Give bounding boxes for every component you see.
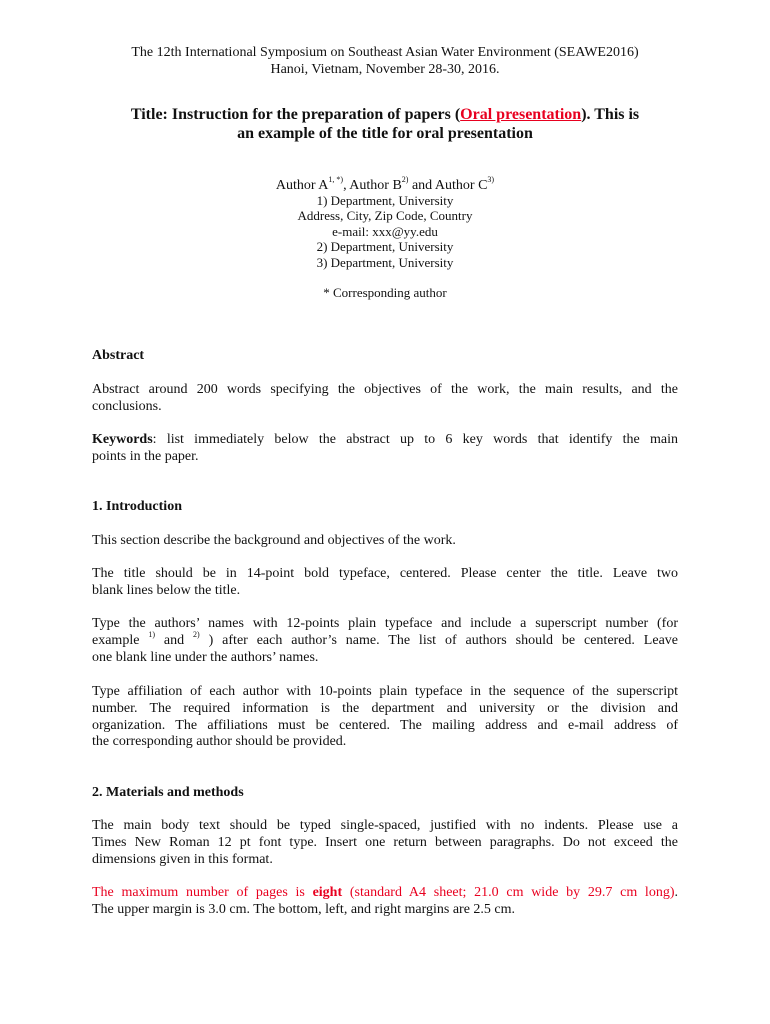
paragraph-line: one blank line under the authors’ names. <box>92 649 319 665</box>
keywords-text: : list immediately below the abstract up to 6 key words that identify the main <box>152 432 678 447</box>
author-b: , Author B <box>343 178 402 193</box>
author-c-sup: 3) <box>487 175 495 185</box>
conference-header <box>0 44 770 78</box>
intro-paragraph-1 <box>92 533 678 550</box>
text-run: ) after each author’s name. The list of authors should be centered. Leave <box>199 632 679 648</box>
paragraph-line: organization. The affiliations must be centered. The mailing address and e-mail address of <box>92 717 678 733</box>
methods-paragraph-2 <box>92 885 678 919</box>
paragraph-line: Type the authors’ names with 12-points plain typeface and include a superscript number (for <box>92 616 678 631</box>
paragraph-line: The upper margin is 3.0 cm. The bottom, left, and right margins are 2.5 cm. <box>92 901 516 917</box>
methods-paragraph-1 <box>92 818 678 868</box>
author-a: Author A <box>275 178 329 193</box>
intro-paragraph-3 <box>92 616 678 666</box>
abstract-heading: Abstract <box>92 348 145 363</box>
affiliation-line: Address, City, Zip Code, Country <box>297 208 473 224</box>
title-line-1 <box>92 105 678 124</box>
title-line-2: an example of the title for oral presentation <box>237 125 533 142</box>
paragraph-line: The main body text should be typed single-spaced, justified with no indents. Please use a <box>92 818 678 833</box>
paragraph-line: dimensions given in this format. <box>92 851 273 867</box>
author-b-sup: 2) <box>401 175 409 185</box>
affiliation-line: 3) Department, University <box>316 254 454 270</box>
keywords-label: Keywords <box>92 432 153 447</box>
abstract-text <box>92 382 678 416</box>
title-highlight: Oral presentation <box>460 106 582 123</box>
methods-heading: 2. Materials and methods <box>92 785 244 800</box>
intro-paragraph-4 <box>92 684 678 751</box>
affiliation-line: 2) Department, University <box>316 239 454 255</box>
paragraph-line <box>92 630 679 650</box>
paper-title <box>92 105 678 143</box>
keywords-line: points in the paper. <box>92 448 199 464</box>
text-run: example <box>92 632 149 648</box>
intro-paragraph-2 <box>92 566 678 600</box>
abstract-line: Abstract around 200 words specifying the objectives of the work, the main results, and the <box>92 382 678 397</box>
corresponding-author-note: * Corresponding author <box>323 285 447 300</box>
example-sup-1: 1) <box>148 630 155 640</box>
author-c: and Author C <box>408 178 488 193</box>
paragraph-line: number. The required information is the department and university or the division and <box>92 700 678 716</box>
paragraph-line: blank lines below the title. <box>92 582 241 598</box>
page-size-text: (standard A4 sheet; 21.0 cm wide by 29.7 cm long) <box>342 885 675 900</box>
example-sup-2: 2) <box>193 630 200 640</box>
paragraph-line: Times New Roman 12 pt font type. Insert one return between paragraphs. Do not exceed the <box>92 834 678 850</box>
abstract-line: conclusions. <box>92 398 162 414</box>
paragraph-line <box>92 885 678 902</box>
paragraph-line: the corresponding author should be provided. <box>92 734 347 750</box>
author-list <box>0 177 770 194</box>
conference-location-date: Hanoi, Vietnam, November 28-30, 2016. <box>270 62 500 77</box>
conference-name: The 12th International Symposium on Southeast Asian Water Environment (SEAWE2016) <box>131 45 639 60</box>
affiliation-line: e-mail: xxx@yy.edu <box>332 223 438 239</box>
page-limit-number: eight <box>312 885 343 900</box>
introduction-heading: 1. Introduction <box>92 499 182 514</box>
keywords-paragraph <box>92 432 678 466</box>
text-run: . <box>674 885 678 900</box>
keywords-line <box>92 432 678 449</box>
paragraph-line: This section describe the background and objectives of the work. <box>92 533 456 548</box>
title-prefix: Title: Instruction for the preparation of papers ( <box>130 106 461 123</box>
title-suffix: ). This is <box>581 106 640 123</box>
paragraph-line: The title should be in 14-point bold typeface, centered. Please center the title. Leave two <box>92 566 678 581</box>
page-limit-text: The maximum number of pages is <box>92 885 313 900</box>
author-a-sup: 1, *) <box>328 175 344 185</box>
affiliations <box>0 193 770 270</box>
text-run: and <box>155 632 194 648</box>
paragraph-line: Type affiliation of each author with 10-points plain typeface in the sequence of the superscript <box>92 684 678 699</box>
affiliation-line: 1) Department, University <box>316 193 454 208</box>
